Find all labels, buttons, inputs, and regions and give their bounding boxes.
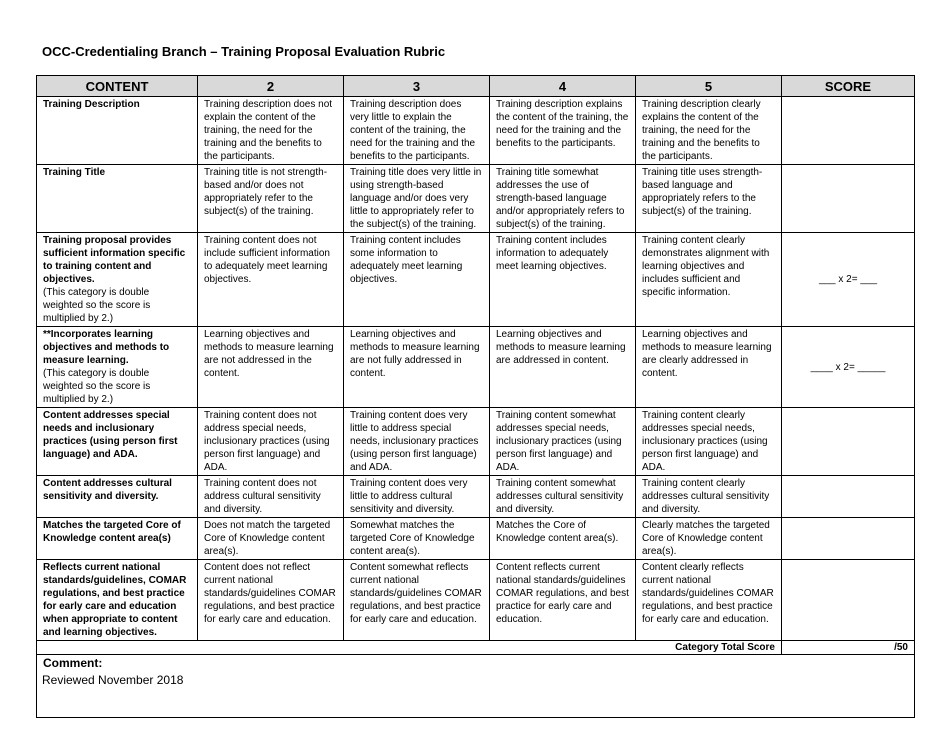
footer-reviewed: Reviewed November 2018 — [42, 673, 184, 687]
score-cell[interactable] — [782, 518, 915, 560]
score-cell[interactable] — [782, 408, 915, 476]
rubric-table — [36, 75, 915, 718]
level-5-cell: Training title uses strength-based language and appropriately refers to the subject(s) of the training. — [636, 165, 782, 233]
criterion-cell — [37, 165, 198, 233]
score-cell[interactable] — [782, 476, 915, 518]
criterion-cell — [37, 476, 198, 518]
level-2-cell: Training content does not include sufficient information to adequately meet learning objectives. — [198, 233, 344, 327]
level-3-cell: Training content includes some information to adequately meet learning objectives. — [344, 233, 490, 327]
score-cell[interactable]: ____ x 2= _____ — [782, 327, 915, 408]
level-2-cell: Training content does not address special needs, inclusionary practices (using person first language) and ADA. — [198, 408, 344, 476]
total-row — [37, 641, 915, 655]
criterion-cell — [37, 408, 198, 476]
level-4-cell: Content reflects current national standards/guidelines COMAR regulations, and best practice for early care and education. — [490, 560, 636, 641]
header-level-4: 4 — [490, 76, 636, 97]
criterion-label: **Incorporates learning objectives and methods to measure learning. — [43, 329, 170, 366]
level-3-cell: Training description does very little to explain the content of the training, the need for the training and the benefits to the participants. — [344, 97, 490, 165]
comment-label: Comment: — [43, 656, 103, 670]
criterion-label: Training Title — [43, 167, 106, 178]
level-3-cell: Somewhat matches the targeted Core of Knowledge content area(s). — [344, 518, 490, 560]
level-5-cell: Training content clearly demonstrates alignment with learning objectives and includes sufficient and specific information. — [636, 233, 782, 327]
criterion-label: Content addresses cultural sensitivity and diversity. — [43, 478, 172, 502]
rubric-row — [37, 165, 915, 233]
score-cell[interactable]: ___ x 2= ___ — [782, 233, 915, 327]
rubric-row — [37, 408, 915, 476]
score-cell[interactable] — [782, 165, 915, 233]
level-4-cell: Learning objectives and methods to measure learning are addressed in content. — [490, 327, 636, 408]
criterion-cell — [37, 518, 198, 560]
total-value: /50 — [782, 641, 915, 655]
level-4-cell: Matches the Core of Knowledge content area(s). — [490, 518, 636, 560]
level-2-cell: Content does not reflect current national standards/guidelines COMAR regulations, and best practice for early care and education. — [198, 560, 344, 641]
rubric-row — [37, 327, 915, 408]
total-label: Category Total Score — [636, 641, 782, 655]
header-level-5: 5 — [636, 76, 782, 97]
header-score: SCORE — [782, 76, 915, 97]
criterion-label: Training Description — [43, 99, 140, 110]
criterion-note: (This category is double weighted so the score is multiplied by 2.) — [43, 368, 151, 405]
level-4-cell: Training content somewhat addresses special needs, inclusionary practices (using person first language) and ADA. — [490, 408, 636, 476]
criterion-label: Reflects current national standards/guidelines, COMAR regulations, and best practice for early care and education when appropriate to content and learning objectives. — [43, 562, 187, 638]
criterion-label: Matches the targeted Core of Knowledge content area(s) — [43, 520, 181, 544]
criterion-note: (This category is double weighted so the score is multiplied by 2.) — [43, 287, 151, 324]
score-cell[interactable] — [782, 560, 915, 641]
level-4-cell: Training content includes information to adequately meet learning objectives. — [490, 233, 636, 327]
rubric-row — [37, 560, 915, 641]
rubric-row — [37, 97, 915, 165]
criterion-cell — [37, 560, 198, 641]
level-5-cell: Training description clearly explains the content of the training, the need for the training and the benefits to the participants. — [636, 97, 782, 165]
total-spacer — [37, 641, 636, 655]
level-3-cell: Training content does very little to address cultural sensitivity and diversity. — [344, 476, 490, 518]
level-2-cell: Training title is not strength-based and/or does not appropriately refer to the subject(s) of the training. — [198, 165, 344, 233]
level-2-cell: Does not match the targeted Core of Knowledge content area(s). — [198, 518, 344, 560]
level-5-cell: Training content clearly addresses special needs, inclusionary practices (using person first language) and ADA. — [636, 408, 782, 476]
level-3-cell: Training content does very little to address special needs, inclusionary practices (using person first language) and ADA. — [344, 408, 490, 476]
level-3-cell: Learning objectives and methods to measure learning are not fully addressed in content. — [344, 327, 490, 408]
criterion-label: Content addresses special needs and inclusionary practices (using person first language) and ADA. — [43, 410, 178, 460]
criterion-cell — [37, 97, 198, 165]
rubric-row — [37, 476, 915, 518]
level-2-cell: Training content does not address cultural sensitivity and diversity. — [198, 476, 344, 518]
level-5-cell: Training content clearly addresses cultural sensitivity and diversity. — [636, 476, 782, 518]
level-5-cell: Clearly matches the targeted Core of Knowledge content area(s). — [636, 518, 782, 560]
level-3-cell: Content somewhat reflects current national standards/guidelines COMAR regulations, and best practice for early care and education. — [344, 560, 490, 641]
header-level-3: 3 — [344, 76, 490, 97]
level-2-cell: Learning objectives and methods to measure learning are not addressed in the content. — [198, 327, 344, 408]
level-3-cell: Training title does very little in using strength-based language and/or does very little to appropriately refer to the subject(s) of the training. — [344, 165, 490, 233]
level-4-cell: Training description explains the content of the training, the need for the training and the benefits to the participants. — [490, 97, 636, 165]
criterion-label: Training proposal provides sufficient information specific to training content and objectives. — [43, 235, 186, 285]
score-cell[interactable] — [782, 97, 915, 165]
level-5-cell: Learning objectives and methods to measure learning are clearly addressed in content. — [636, 327, 782, 408]
rubric-row — [37, 233, 915, 327]
level-4-cell: Training title somewhat addresses the use of strength-based language and/or appropriately refers to subject(s) of the training. — [490, 165, 636, 233]
level-5-cell: Content clearly reflects current national standards/guidelines COMAR regulations, and best practice for early care and education. — [636, 560, 782, 641]
level-2-cell: Training description does not explain the content of the training, the need for the training and the benefits to the participants. — [198, 97, 344, 165]
page-title: OCC-Credentialing Branch – Training Proposal Evaluation Rubric — [42, 44, 446, 59]
level-4-cell: Training content somewhat addresses cultural sensitivity and diversity. — [490, 476, 636, 518]
header-content: CONTENT — [37, 76, 198, 97]
criterion-cell — [37, 327, 198, 408]
criterion-cell — [37, 233, 198, 327]
rubric-row — [37, 518, 915, 560]
header-row — [37, 76, 915, 97]
header-level-2: 2 — [198, 76, 344, 97]
